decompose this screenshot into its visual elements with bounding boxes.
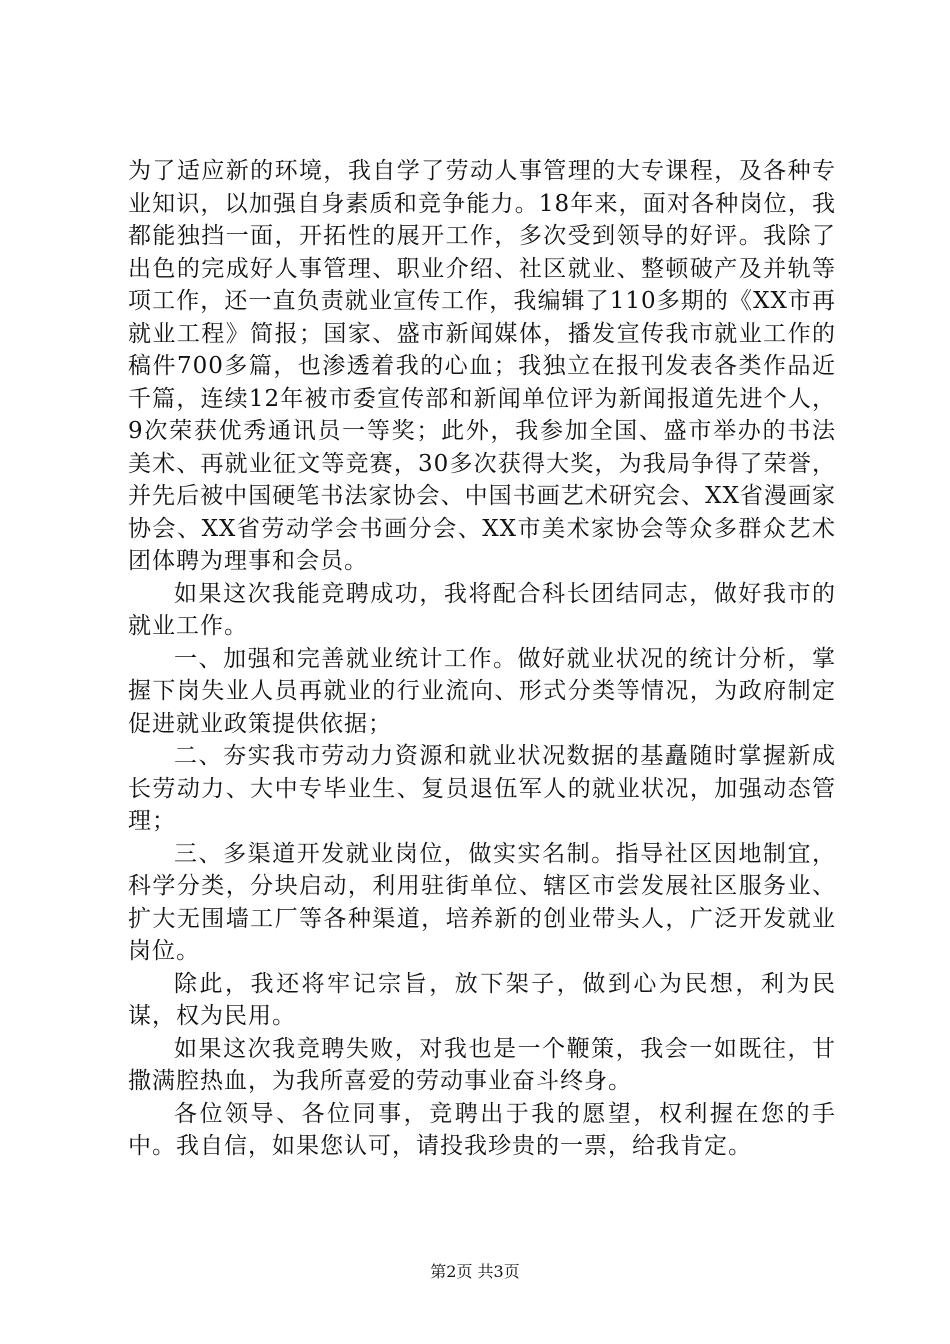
paragraph-commitment: 除此，我还将牢记宗旨，放下架子，做到心为民想，利为民谋，权为民用。 <box>128 970 836 1029</box>
paragraph-point-two: 二、夯实我市劳动力资源和就业状况数据的基矗随时掌握新成长劳动力、大中专毕业生、复员退伍军人的就业状况，加强动态管理； <box>128 743 836 834</box>
paragraph-point-one: 一、加强和完善就业统计工作。做好就业状况的统计分析，掌握下岗失业人员再就业的行业流向、形式分类等情况，为政府制定促进就业政策提供依据； <box>128 645 836 737</box>
paragraph-point-three: 三、多渠道开发就业岗位，做实实名制。指导社区因地制宜，科学分类，分块启动，利用驻街单位、辖区市尝发展社区服务业、扩大无围墙工厂等各种渠道，培养新的创业带头人，广泛开发就业岗位。 <box>128 840 836 964</box>
paragraph-if-failed: 如果这次我竞聘失败，对我也是一个鞭策，我会一如既往，甘撒满腔热血，为我所喜爱的劳动事业奋斗终身。 <box>128 1035 836 1094</box>
paragraph-closing: 各位领导、各位同事，竞聘出于我的愿望，权利握在您的手中。我自信，如果您认可，请投我珍贵的一票，给我肯定。 <box>128 1100 836 1159</box>
paragraph-continuation: 为了适应新的环境，我自学了劳动人事管理的大专课程，及各种专业知识，以加强自身素质和竞争能力。18年来，面对各种岗位，我都能独挡一面，开拓性的展开工作，多次受到领导的好评。我除了出色的完成好人事管理、职业介绍、社区就业、整顿破产及并轨等项工作，还一直负责就业宣传工作，我编辑了110多期的《XX市再就业工程》简报；国家、盛市新闻媒体，播发宣传我市就业工作的稿件700多篇，也渗透着我的心血；我独立在报刊发表各类作品近千篇，连续12年被市委宣传部和新闻单位评为新闻报道先进个人，9次荣获优秀通讯员一等奖；此外，我参加全国、盛市举办的书法美术、再就业征文等竞赛，30多次获得大奖，为我局争得了荣誉，并先后被中国硬笔书法家协会、中国书画艺术研究会、XX省漫画家协会、XX省劳动学会书画分会、XX市美术家协会等众多群众艺术团体聘为理事和会员。 <box>128 158 836 574</box>
paragraph-success-plan: 如果这次我能竞聘成功，我将配合科长团结同志，做好我市的就业工作。 <box>128 580 836 639</box>
document-body <box>128 155 836 1163</box>
page-number-footer: 第2页 共3页 <box>430 1262 520 1281</box>
